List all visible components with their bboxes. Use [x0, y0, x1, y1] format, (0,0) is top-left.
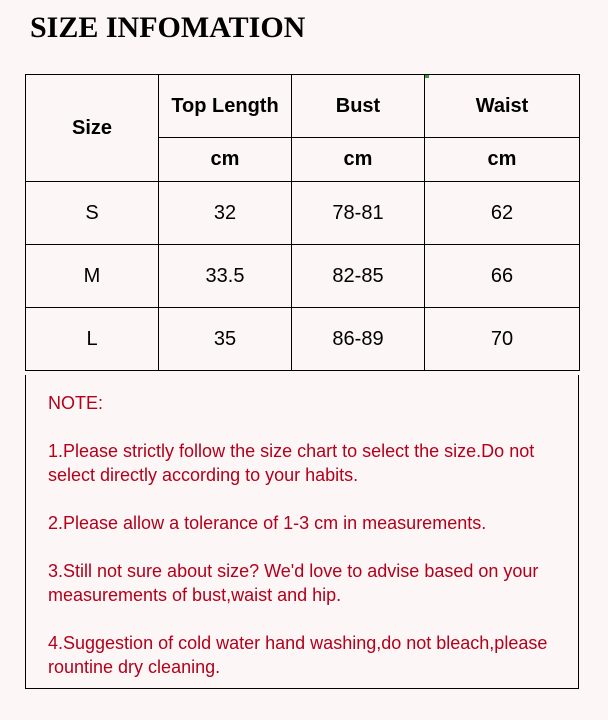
table-row [26, 182, 580, 245]
unit-waist: cm [425, 138, 580, 182]
column-header-top-length: Top Length [159, 75, 292, 138]
unit-top-length: cm [159, 138, 292, 182]
column-header-size: Size [26, 75, 159, 182]
note-item-2: 2.Please allow a tolerance of 1-3 cm in measurements. [48, 513, 487, 533]
notes-text [48, 391, 568, 703]
cell-top-length: 35 [159, 308, 292, 371]
cell-bust: 82-85 [292, 245, 425, 308]
cell-top-length: 33.5 [159, 245, 292, 308]
cell-size: M [26, 245, 159, 308]
note-item-4: 4.Suggestion of cold water hand washing,do not bleach,please rountine dry cleaning. [48, 633, 548, 677]
cell-top-length: 32 [159, 182, 292, 245]
table-row [26, 245, 580, 308]
cell-waist: 62 [425, 182, 580, 245]
notes-box [25, 375, 579, 689]
size-chart-table [25, 74, 580, 371]
table-header-row [26, 75, 580, 138]
notes-heading: NOTE: [48, 393, 104, 413]
page-title: SIZE INFOMATION [30, 11, 306, 44]
cell-waist: 66 [425, 245, 580, 308]
cell-size: S [26, 182, 159, 245]
unit-bust: cm [292, 138, 425, 182]
table-row [26, 308, 580, 371]
cell-bust: 78-81 [292, 182, 425, 245]
note-item-1: 1.Please strictly follow the size chart to select the size.Do not select directly according to your habits. [48, 441, 535, 485]
cell-size: L [26, 308, 159, 371]
note-item-3: 3.Still not sure about size? We'd love to advise based on your measurements of bust,waist and hip. [48, 561, 539, 605]
cell-waist: 70 [425, 308, 580, 371]
cell-bust: 86-89 [292, 308, 425, 371]
column-header-waist: Waist [425, 75, 580, 138]
column-header-bust: Bust [292, 75, 425, 138]
